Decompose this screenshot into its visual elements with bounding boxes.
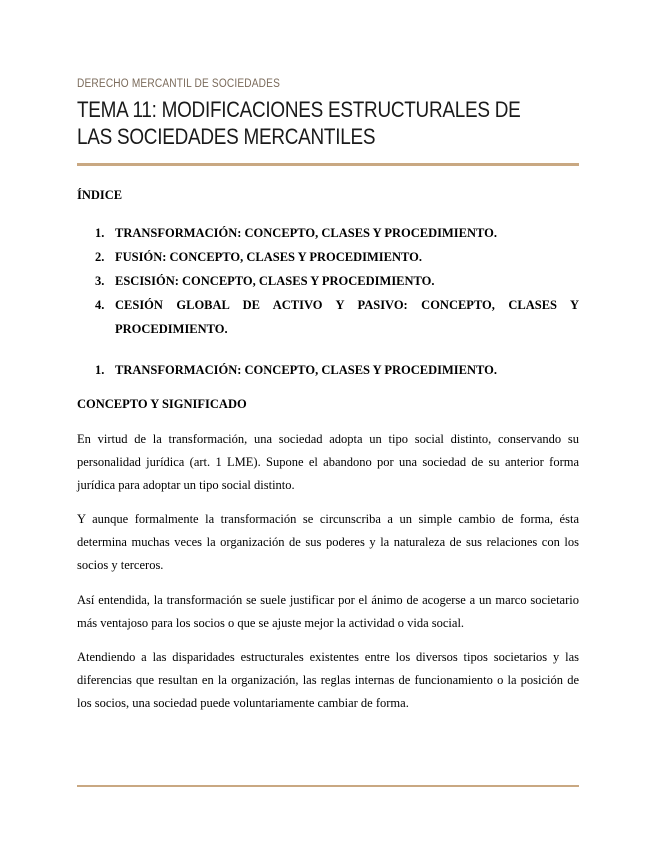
section-title: TRANSFORMACIÓN: CONCEPTO, CLASES Y PROCEDIMIENTO. [115, 363, 497, 377]
table-of-contents [95, 221, 579, 341]
footer-divider [77, 785, 579, 787]
subsection-heading: CONCEPTO Y SIGNIFICADO [77, 397, 247, 411]
body-paragraph: Atendiendo a las disparidades estructurales existentes entre los diversos tipos societarios y las diferencias que resultan en la organización, las reglas internas de funcionamiento o la posición de los socios, una sociedad puede voluntariamente cambiar de forma. [77, 650, 579, 710]
toc-item-number: 1. [95, 226, 105, 240]
page-title: TEMA 11: MODIFICACIONES ESTRUCTURALES DE LAS SOCIEDADES MERCANTILES [77, 97, 521, 149]
body-paragraph: En virtud de la transformación, una sociedad adopta un tipo social distinto, conservando su personalidad jurídica (art. 1 LME). Supone el abandono por una sociedad de su anterior forma jurídica para adoptar un tipo social distinto. [77, 432, 579, 492]
section-number: 1. [95, 363, 105, 377]
toc-item [95, 269, 579, 293]
toc-item [95, 293, 579, 341]
title-divider [77, 163, 579, 166]
toc-item-number: 2. [95, 250, 105, 264]
toc-item [95, 245, 579, 269]
toc-item-number: 3. [95, 274, 105, 288]
toc-item [95, 221, 579, 245]
toc-item-label: CESIÓN GLOBAL DE ACTIVO Y PASIVO: CONCEPTO, CLASES Y PROCEDIMIENTO. [115, 298, 579, 336]
section-heading [95, 363, 497, 378]
index-heading: ÍNDICE [77, 188, 123, 202]
toc-item-label: FUSIÓN: CONCEPTO, CLASES Y PROCEDIMIENTO. [115, 250, 422, 264]
toc-item-label: ESCISIÓN: CONCEPTO, CLASES Y PROCEDIMIENTO. [115, 274, 435, 288]
course-kicker: DERECHO MERCANTIL DE SOCIEDADES [77, 78, 281, 90]
body-paragraph: Así entendida, la transformación se suele justificar por el ánimo de acogerse a un marco societario más ventajoso para los socios o que se ajuste mejor la actividad o vida social. [77, 593, 579, 630]
body-paragraph: Y aunque formalmente la transformación se circunscriba a un simple cambio de forma, ésta determina muchas veces la organización de sus poderes y la naturaleza de sus relaciones con los socios y terceros. [77, 512, 579, 572]
toc-item-label: TRANSFORMACIÓN: CONCEPTO, CLASES Y PROCEDIMIENTO. [115, 226, 497, 240]
toc-item-number: 4. [95, 298, 105, 312]
